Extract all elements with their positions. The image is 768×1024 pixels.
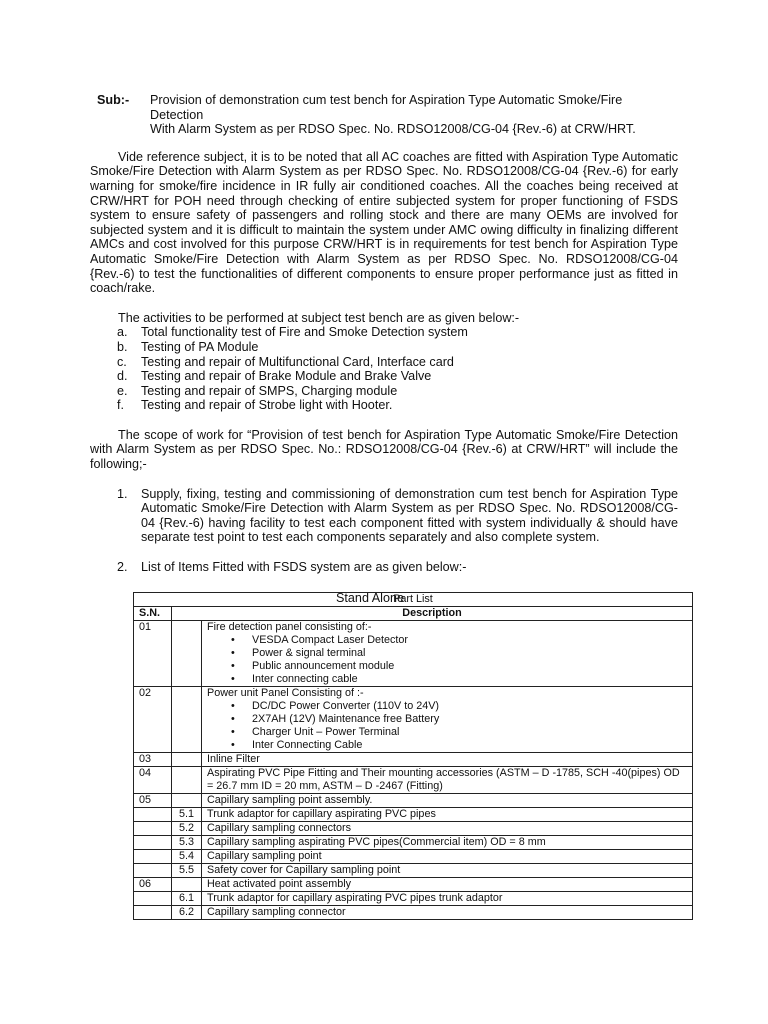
table-row xyxy=(134,850,693,864)
intro-paragraph: Vide reference subject, it is to be noted that all AC coaches are fitted with Aspiration Type Automatic Smoke/Fire Detection with Alarm System as per RDSO Spec. No. RDSO12008/CG-04 {Rev.-6) for early warning for smoke/fire incidence in IR fully air conditioned coaches. All the coaches being received at CRW/HRT for POH need through checking of entire subjected system for proper functioning of FSDS system to ensure safety of passengers and rolling stock and there are many OEMs are involved for subjected system and it is difficult to maintain the system under AMC owing difficulty in finalizing different AMCs and cost involved for this purpose CRW/HRT is in requirements for test bench for Aspiration Type Automatic Smoke/Fire Detection with Alarm System as per RDSO Spec. No. RDSO12008/CG-04 {Rev.-6) to test the functionalities of different components to ensure proper performance just as fitted in coach/rake. xyxy=(90,149,678,296)
cell-description: Inline Filter xyxy=(202,753,693,767)
list-marker: f. xyxy=(117,398,124,413)
cell-sub xyxy=(172,794,202,808)
list-marker: 1. xyxy=(117,486,128,501)
cell-description: Capillary sampling connectors xyxy=(202,822,693,836)
list-item-text: Total functionality test of Fire and Smoke Detection system xyxy=(141,325,468,340)
row-title: Power unit Panel Consisting of :- xyxy=(207,687,364,699)
list-marker: b. xyxy=(117,339,128,354)
table-header-row xyxy=(134,607,693,621)
cell-sn: 06 xyxy=(134,878,172,892)
scope-item-1 xyxy=(90,487,678,545)
bullet-item: • 2X7AH (12V) Maintenance free Battery xyxy=(207,713,687,726)
list-item-text: Testing of PA Module xyxy=(141,339,259,354)
stand-alone-text: Stand Alone xyxy=(336,590,404,605)
bullet-item: • Inter connecting cable xyxy=(207,673,687,686)
document-body xyxy=(90,93,678,605)
cell-description xyxy=(202,687,693,753)
list-item-text: Testing and repair of SMPS, Charging module xyxy=(141,383,398,398)
subject-text-line1: Provision of demonstration cum test bench for Aspiration Type Automatic Smoke/Fire Detection xyxy=(150,93,623,122)
bullet-list xyxy=(207,700,687,752)
list-item xyxy=(90,384,678,399)
cell-sn xyxy=(134,850,172,864)
scope-item-2 xyxy=(90,560,678,575)
table-row xyxy=(134,794,693,808)
bullet-item: • VESDA Compact Laser Detector xyxy=(207,634,687,647)
cell-description: Aspirating PVC Pipe Fitting and Their mounting accessories (ASTM – D -1785, SCH -40(pipes) OD = 26.7 mm ID = 20 mm, ASTM – D -2467 (Fitting) xyxy=(202,767,693,794)
cell-sub xyxy=(172,687,202,753)
table-caption: Part List xyxy=(134,593,693,607)
column-header-description: Description xyxy=(172,607,693,621)
list-item xyxy=(90,355,678,370)
cell-sub xyxy=(172,767,202,794)
list-marker: a. xyxy=(117,325,128,340)
table-row xyxy=(134,621,693,687)
cell-sub: 6.2 xyxy=(172,906,202,920)
subject-label: Sub:- xyxy=(97,93,130,107)
cell-sn: 02 xyxy=(134,687,172,753)
cell-sub: 5.3 xyxy=(172,836,202,850)
cell-sn: 04 xyxy=(134,767,172,794)
part-list-table xyxy=(133,592,693,920)
list-marker: 2. xyxy=(117,560,128,575)
list-item xyxy=(90,398,678,413)
cell-sn: 05 xyxy=(134,794,172,808)
cell-description: Safety cover for Capillary sampling point xyxy=(202,864,693,878)
cell-sub: 5.4 xyxy=(172,850,202,864)
cell-sn xyxy=(134,836,172,850)
cell-description: Capillary sampling point xyxy=(202,850,693,864)
list-item-text: Testing and repair of Strobe light with Hooter. xyxy=(141,398,393,413)
list-item-text: Testing and repair of Brake Module and Brake Valve xyxy=(141,369,432,384)
bullet-item: • Power & signal terminal xyxy=(207,647,687,660)
cell-description: Heat activated point assembly xyxy=(202,878,693,892)
table-row xyxy=(134,767,693,794)
list-item xyxy=(90,369,678,384)
table-row xyxy=(134,822,693,836)
cell-sn xyxy=(134,892,172,906)
table-row xyxy=(134,836,693,850)
cell-sn: 03 xyxy=(134,753,172,767)
scope-item-2-text: List of Items Fitted with FSDS system are as given below:- xyxy=(141,560,467,575)
table-row xyxy=(134,687,693,753)
activities-intro: The activities to be performed at subject test bench are as given below:- xyxy=(118,310,520,325)
bullet-item: • DC/DC Power Converter (110V to 24V) xyxy=(207,700,687,713)
table-row xyxy=(134,753,693,767)
cell-description: Trunk adaptor for capillary aspirating PVC pipes trunk adaptor xyxy=(202,892,693,906)
cell-sn xyxy=(134,822,172,836)
subject-text-line2: With Alarm System as per RDSO Spec. No. RDSO12008/CG-04 {Rev.-6) at CRW/HRT. xyxy=(150,122,636,137)
list-marker: e. xyxy=(117,383,128,398)
scope-item-1-text: Supply, fixing, testing and commissioning of demonstration cum test bench for Aspiration Type Automatic Smoke/Fire Detection with Alarm System as per RDSO Spec. No. RDSO12008/CG-04 {Rev.-6) having facility to test each component fitted with system individually & should have separate test point to test each components separately and also complete system. xyxy=(141,486,678,545)
table-caption-row xyxy=(134,593,693,607)
bullet-list xyxy=(207,634,687,686)
cell-description xyxy=(202,621,693,687)
cell-sub: 5.5 xyxy=(172,864,202,878)
bullet-item: • Public announcement module xyxy=(207,660,687,673)
bullet-item: • Charger Unit – Power Terminal xyxy=(207,726,687,739)
cell-description: Capillary sampling aspirating PVC pipes(Commercial item) OD = 8 mm xyxy=(202,836,693,850)
scope-paragraph: The scope of work for “Provision of test bench for Aspiration Type Automatic Smoke/Fire Detection with Alarm System as per RDSO Spec. No.: RDSO12008/CG-04 {Rev.-6) at CRW/HRT” will include the following;- xyxy=(90,427,678,472)
cell-sub: 5.2 xyxy=(172,822,202,836)
column-header-sn: S.N. xyxy=(134,607,172,621)
cell-sub: 6.1 xyxy=(172,892,202,906)
cell-description: Trunk adaptor for capillary aspirating PVC pipes xyxy=(202,808,693,822)
cell-description: Capillary sampling connector xyxy=(202,906,693,920)
cell-description: Capillary sampling point assembly. xyxy=(202,794,693,808)
list-item xyxy=(90,325,678,340)
table-row xyxy=(134,878,693,892)
table-row xyxy=(134,864,693,878)
list-marker: c. xyxy=(117,354,127,369)
table-row xyxy=(134,906,693,920)
list-item xyxy=(90,340,678,355)
table-row xyxy=(134,808,693,822)
subject-line xyxy=(90,93,678,137)
cell-sn xyxy=(134,906,172,920)
row-title: Fire detection panel consisting of:- xyxy=(207,621,372,633)
table-row xyxy=(134,892,693,906)
cell-sub xyxy=(172,878,202,892)
cell-sub xyxy=(172,621,202,687)
cell-sn xyxy=(134,864,172,878)
cell-sn: 01 xyxy=(134,621,172,687)
list-marker: d. xyxy=(117,369,128,384)
list-item-text: Testing and repair of Multifunctional Card, Interface card xyxy=(141,354,454,369)
cell-sub xyxy=(172,753,202,767)
bullet-item: • Inter Connecting Cable xyxy=(207,739,687,752)
cell-sub: 5.1 xyxy=(172,808,202,822)
cell-sn xyxy=(134,808,172,822)
activities-list xyxy=(90,325,678,413)
